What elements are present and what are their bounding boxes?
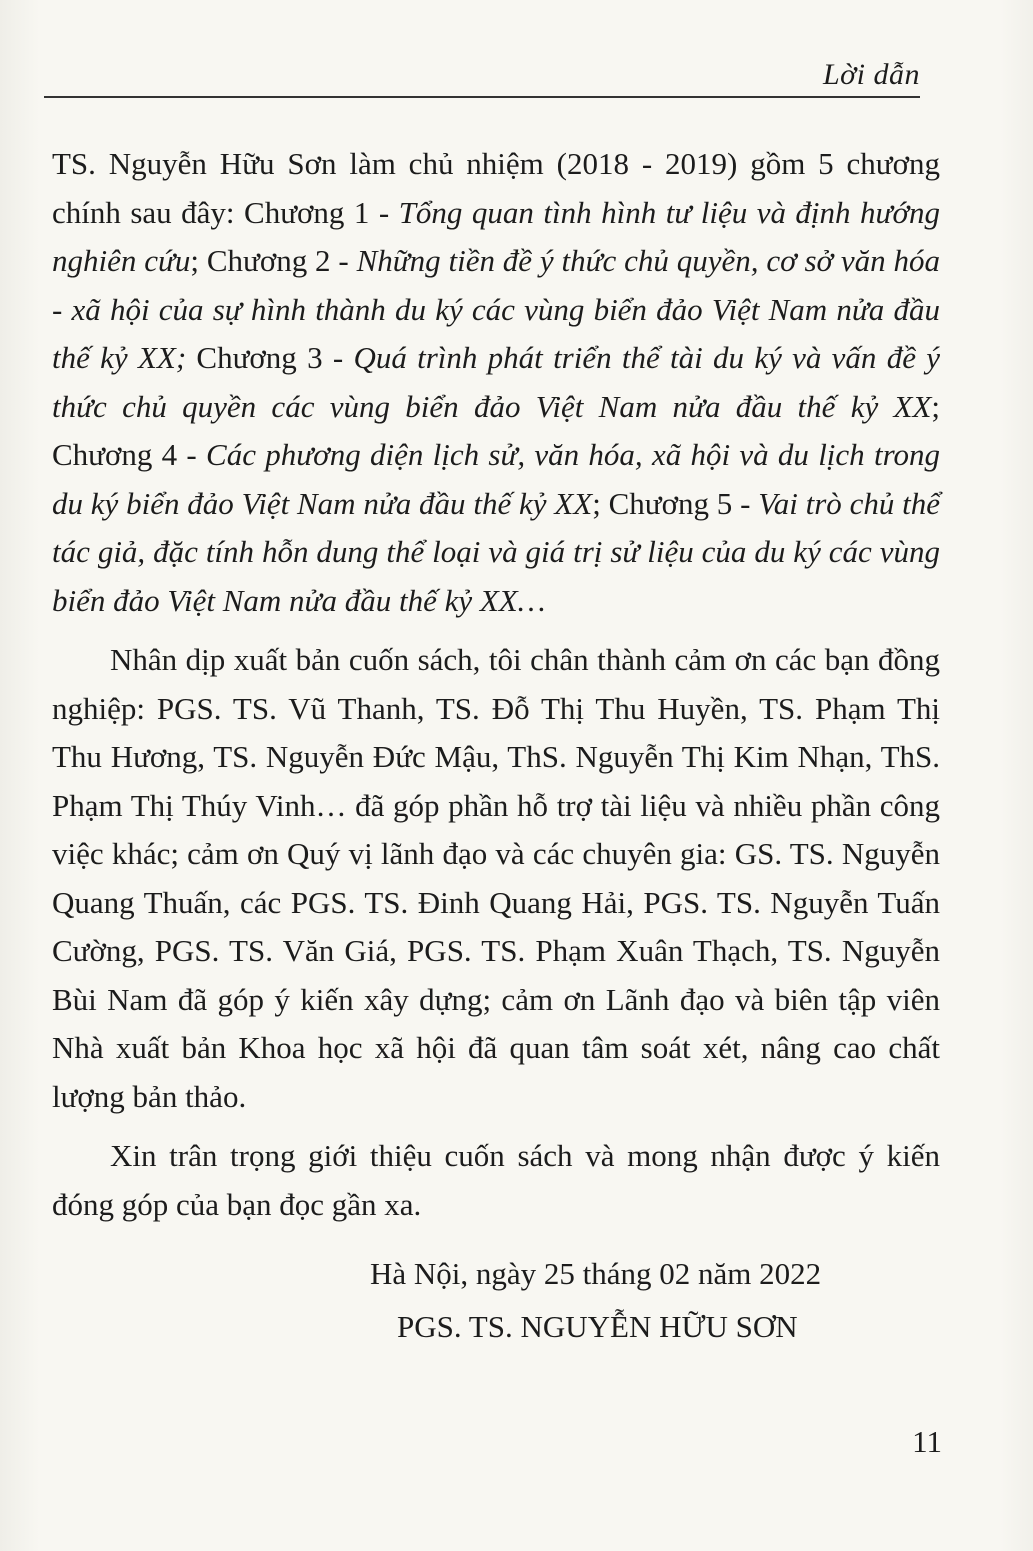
- chapter-5-title: Vai trò chủ thể tác giả, đặc tính hỗn dung thể loại và giá trị sử liệu của du ký các vùng biển đảo Việt Nam nửa đầu thế kỷ XX…: [52, 485, 941, 618]
- signature-place-date: Hà Nội, ngày 25 tháng 02 năm 2022: [370, 1256, 822, 1291]
- paragraph-closing: Xin trân trọng giới thiệu cuốn sách và mong nhận được ý kiến đóng góp của bạn đọc gần xa.: [52, 1138, 940, 1222]
- para1-text-1: TS. Nguyễn Hữu Sơn làm chủ nhiệm (2018 - 2019) gồm 5 chương chính sau đây: Chương 1 -: [52, 146, 940, 230]
- page-number: 11: [912, 1424, 942, 1459]
- chapter-3-title: Quá trình phát triển thể tài du ký và vấn đề ý thức chủ quyền các vùng biển đảo Việt Nam nửa đầu thế kỷ XX: [52, 340, 940, 424]
- header-rule: [44, 96, 920, 98]
- para1-text-3: Chương 3 -: [186, 340, 354, 375]
- chapter-2-title: Những tiền đề ý thức chủ quyền, cơ sở văn hóa - xã hội của sự hình thành du ký các vùng biển đảo Việt Nam nửa đầu thế kỷ XX;: [52, 243, 941, 375]
- running-head: Lời dẫn: [822, 58, 920, 91]
- signature-author: PGS. TS. NGUYỄN HỮU SƠN: [397, 1308, 798, 1344]
- chapter-1-title: Tổng quan tình hình tư liệu và định hướng nghiên cứu: [52, 194, 940, 278]
- body-text: [52, 140, 940, 1351]
- paragraph-chapters: [52, 140, 940, 625]
- para1-text-4: ; Chương 4 -: [52, 388, 940, 472]
- chapter-4-title: Các phương diện lịch sử, văn hóa, xã hội và du lịch trong du ký biển đảo Việt Nam nửa đầu thế kỷ XX: [52, 437, 940, 521]
- para1-text-5: ; Chương 5 -: [592, 485, 759, 521]
- para1-text-2: ; Chương 2 -: [190, 243, 357, 278]
- paragraph-acknowledgements: Nhân dịp xuất bản cuốn sách, tôi chân thành cảm ơn các bạn đồng nghiệp: PGS. TS. Vũ Thanh, TS. Đỗ Thị Thu Huyền, TS. Phạm Thị Thu Hương, TS. Nguyễn Đức Mậu, ThS. Nguyễn Thị Kim Nhạn, ThS. Phạm Thị Thúy Vinh… đã góp phần hỗ trợ tài liệu và nhiều phần công việc khác; cảm ơn Quý vị lãnh đạo và các chuyên gia: GS. TS. Nguyễn Quang Thuấn, các PGS. TS. Đinh Quang Hải, PGS. TS. Nguyễn Tuấn Cường, PGS. TS. Văn Giá, PGS. TS. Phạm Xuân Thạch, TS. Nguyễn Bùi Nam đã góp ý kiến xây dựng; cảm ơn Lãnh đạo và biên tập viên Nhà xuất bản Khoa học xã hội đã quan tâm soát xét, nâng cao chất lượng bản thảo.: [52, 642, 940, 1114]
